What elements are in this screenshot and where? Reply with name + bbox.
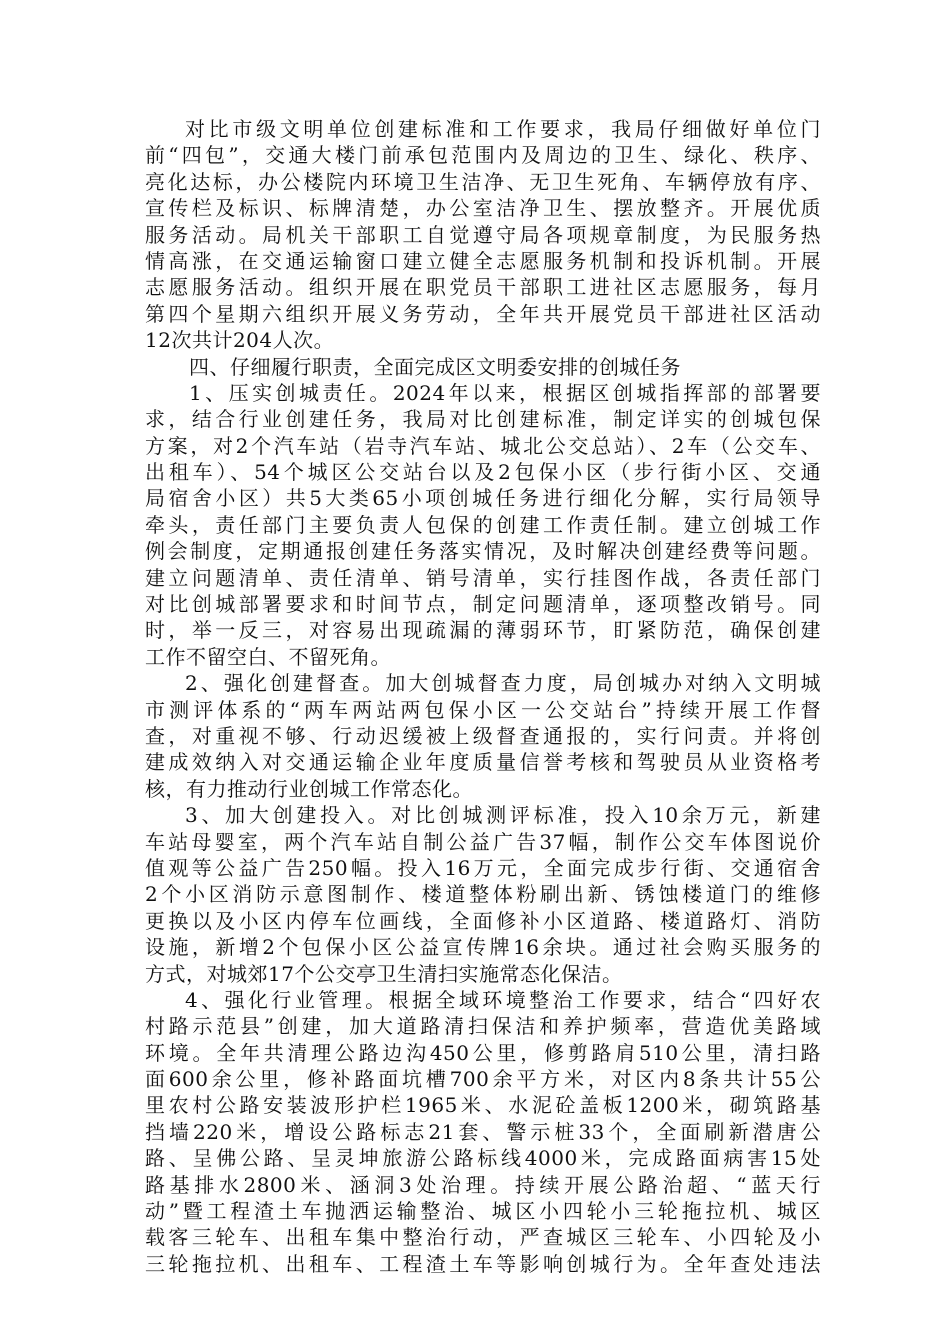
text-line: 村路示范县”创建，加大道路清扫保洁和养护频率，营造优美路域 [145,1014,821,1039]
text-line: 载客三轮车、出租车集中整治行动，严查城区三轮车、小四轮及小 [145,1225,821,1250]
text-line: 3、加大创建投入。对比创城测评标准，投入10余万元，新建 [185,803,821,828]
text-line: 求，结合行业创建任务，我局对比创建标准，制定详实的创城包保 [145,407,821,432]
text-line: 工作不留空白、不留死角。 [145,644,391,669]
section-heading: 四、仔细履行职责，全面完成区文明委安排的创城任务 [189,354,681,379]
text-line: 牵头，责任部门主要负责人包保的创建工作责任制。建立创城工作 [145,512,821,537]
text-line: 值观等公益广告250幅。投入16万元，全面完成步行街、交通宿舍 [145,855,821,880]
text-line: 志愿服务活动。组织开展在职党员干部职工进社区志愿服务，每月 [145,275,821,300]
text-line: 出租车）、54个城区公交站台以及2包保小区（步行街小区、交通 [145,460,821,485]
text-line: 对比创城部署要求和时间节点，制定问题清单，逐项整改销号。同 [145,592,821,617]
text-line: 方案，对2个汽车站（岩寺汽车站、城北公交总站）、2车（公交车、 [145,433,821,458]
text-line: 1、压实创城责任。2024年以来，根据区创城指挥部的部署要 [189,380,821,405]
text-line: 市测评体系的“两车两站两包保小区一公交站台”持续开展工作督 [145,697,821,722]
text-line: 方式，对城郊17个公交亭卫生清扫实施常态化保洁。 [145,961,623,986]
text-line: 12次共计204人次。 [145,328,335,353]
text-line: 路、呈佛公路、呈灵坤旅游公路标线4000米，完成路面病害15处 [145,1146,821,1171]
text-line: 路基排水2800米、涵洞3处治理。持续开展公路治超、“蓝天行 [145,1172,821,1197]
text-line: 核，有力推动行业创城工作常态化。 [145,776,473,801]
text-line: 环境。全年共清理公路边沟450公里，修剪路肩510公里，清扫路 [145,1040,821,1065]
text-line: 三轮拖拉机、出租车、工程渣土车等影响创城行为。全年查处违法 [145,1251,821,1276]
text-line: 车站母婴室，两个汽车站自制公益广告37幅，制作公交车体图说价 [145,829,821,854]
text-line: 更换以及小区内停车位画线，全面修补小区道路、楼道路灯、消防 [145,908,821,933]
text-line: 挡墙220米，增设公路标志21套、警示桩33个，全面刷新潜唐公 [145,1119,821,1144]
text-line: 时，举一反三，对容易出现疏漏的薄弱环节，盯紧防范，确保创建 [145,618,821,643]
text-line: 建立问题清单、责任清单、销号清单，实行挂图作战，各责任部门 [145,565,821,590]
text-line: 第四个星期六组织开展义务劳动，全年共开展党员干部进社区活动 [145,301,821,326]
document-body [145,116,821,1277]
text-line: 动”暨工程渣土车抛洒运输整治、城区小四轮小三轮拖拉机、城区 [145,1199,821,1224]
text-line: 局宿舍小区）共5大类65小项创城任务进行细化分解，实行局领导 [145,486,821,511]
text-line: 建成效纳入对交通运输企业年度质量信誉考核和驾驶员从业资格考 [145,750,821,775]
text-line: 设施，新增2个包保小区公益宣传牌16余块。通过社会购买服务的 [145,935,821,960]
text-line: 宣传栏及标识、标牌清楚，办公室洁净卫生、摆放整齐。开展优质 [145,196,821,221]
text-line: 4、强化行业管理。根据全域环境整治工作要求，结合“四好农 [185,987,821,1012]
text-line: 2、强化创建督查。加大创城督查力度，局创城办对纳入文明城 [185,671,821,696]
text-line: 里农村公路安装波形护栏1965米、水泥砼盖板1200米，砌筑路基 [145,1093,821,1118]
text-line: 情高涨，在交通运输窗口建立健全志愿服务机制和投诉机制。开展 [145,248,821,273]
text-line: 亮化达标，办公楼院内环境卫生洁净、无卫生死角、车辆停放有序、 [145,169,821,194]
text-line: 例会制度，定期通报创建任务落实情况，及时解决创建经费等问题。 [145,539,821,564]
text-line: 前“四包”，交通大楼门前承包范围内及周边的卫生、绿化、秩序、 [145,143,821,168]
text-line: 对比市级文明单位创建标准和工作要求，我局仔细做好单位门 [185,117,821,141]
text-line: 2个小区消防示意图制作、楼道整体粉刷出新、锈蚀楼道门的维修 [145,882,821,907]
text-line: 查，对重视不够、行动迟缓被上级督查通报的，实行问责。并将创 [145,723,821,748]
text-line: 面600余公里，修补路面坑槽700余平方米，对区内8条共计55公 [145,1067,821,1092]
text-line: 服务活动。局机关干部职工自觉遵守局各项规章制度，为民服务热 [145,222,821,247]
